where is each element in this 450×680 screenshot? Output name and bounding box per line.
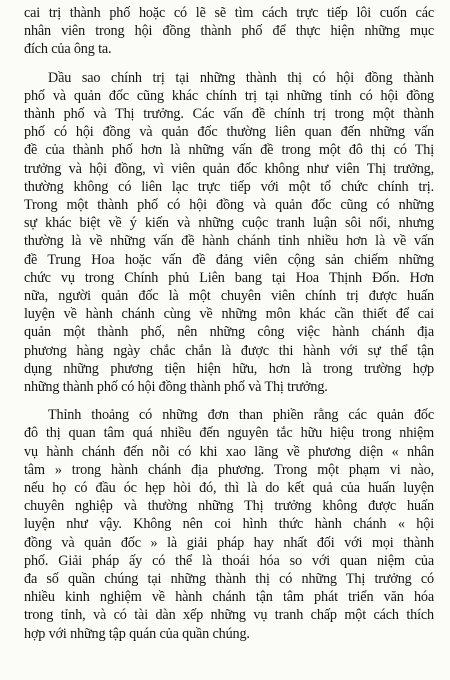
text-line: tâm » trong hành chánh địa phương. Trong một phạm vi nào, — [24, 461, 434, 478]
text-line: vụ hành chánh đến nỗi có khi xao lãng về phương diện « nhân — [24, 443, 434, 460]
text-line: thường là về những vấn đề hành chánh tỉnh nhiều hơn là về vấn — [24, 233, 434, 250]
text-line: sự khác biệt về ý kiến và những cuộc tranh luận sôi nổi, nhưng — [24, 215, 434, 232]
text-line: hợp với những tập quán của quần chúng. — [24, 625, 250, 642]
text-line: những thành phố có hội đồng thành phố và Thị trưởng. — [24, 379, 328, 395]
text-line: nhiều kinh nghiệm về hành chánh tận tâm phát triển văn hóa — [24, 589, 434, 606]
text-line: dụng những phương tiện hiện hữu, hơn là trong trường hợp — [24, 360, 434, 377]
text-line: phố. Giải pháp ấy có thể là thoái hóa so với quan niệm của — [24, 552, 434, 569]
text-line: thường không có liên lạc trực tiếp với một tổ chức chính trị. — [24, 178, 434, 195]
text-line: Thỉnh thoảng có những đơn than phiền rằng các quản đốc — [48, 407, 434, 424]
text-line: luyện về hành chánh cùng về những môn khác cần thiết để cai — [24, 306, 434, 323]
text-line: thành phố và Thị trưởng. Các vấn đề chính trị trong một thành — [24, 106, 434, 122]
text-line: nhân viên trong hội đồng thành phố để thực hiện những mục — [24, 23, 434, 40]
text-line: đa số quần chúng tại những thành thị có những Thị trưởng có — [24, 571, 434, 587]
text-line: đích của ông ta. — [24, 41, 112, 58]
text-line: chức vụ trong Chính phủ Liên bang tại Hoa Thịnh Đốn. Hơn — [24, 269, 434, 286]
text-line: trưởng và hội đồng, vì viên quản đốc không như viên Thị trưởng, — [24, 160, 434, 177]
text-line: chuyên nghiệp và thường những Thị trưởng không được huấn — [24, 498, 434, 515]
text-line: Trong một thành phố có hội đồng và quản đốc cũng có những — [24, 197, 434, 213]
text-line: luyện như vậy. Không nên coi hình thức hành chánh « hội — [24, 516, 434, 533]
text-line: phương hàng ngày chắc chắn là được thi hành với sự thể tận — [24, 342, 434, 359]
text-line: đồng và quản đốc » là giải pháp hay nhất đối với mọi thành — [24, 534, 434, 551]
text-line: quản một thành phố, nên những công việc hành chánh địa — [24, 324, 434, 341]
text-line: đề của thành phố hơn là những vấn đề trong một đô thị có Thị — [24, 142, 434, 159]
text-line: cai trị thành phố hoặc có lẽ sẽ tìm cách trực tiếp lôi cuốn các — [24, 5, 434, 21]
text-line: Dầu sao chính trị tại những thành thị có hội đồng thành — [48, 69, 434, 86]
text-line: nếu họ có đầu óc hẹp hòi đó, thì là do kết quả của huấn luyện — [24, 480, 434, 496]
text-line: trong tỉnh, và có tài dàn xếp những vụ tranh chấp một cách thích — [24, 607, 434, 624]
text-line: phố có hội đồng và quản đốc thường liên quan đến những vấn — [24, 124, 434, 141]
text-line: phố và quản đốc cũng khác chính trị tại những tỉnh có hội đồng — [24, 87, 434, 104]
text-line: đô thị quan tâm quá nhiều đến nguyên tắc hữu hiệu trong nhiệm — [24, 425, 434, 442]
text-line: nữa, người quản đốc là một chuyên viên chính trị được huấn — [24, 288, 434, 304]
text-line: đề Trung Hoa hoặc vấn đề đảng viên cộng sản chiếm những — [24, 251, 434, 268]
